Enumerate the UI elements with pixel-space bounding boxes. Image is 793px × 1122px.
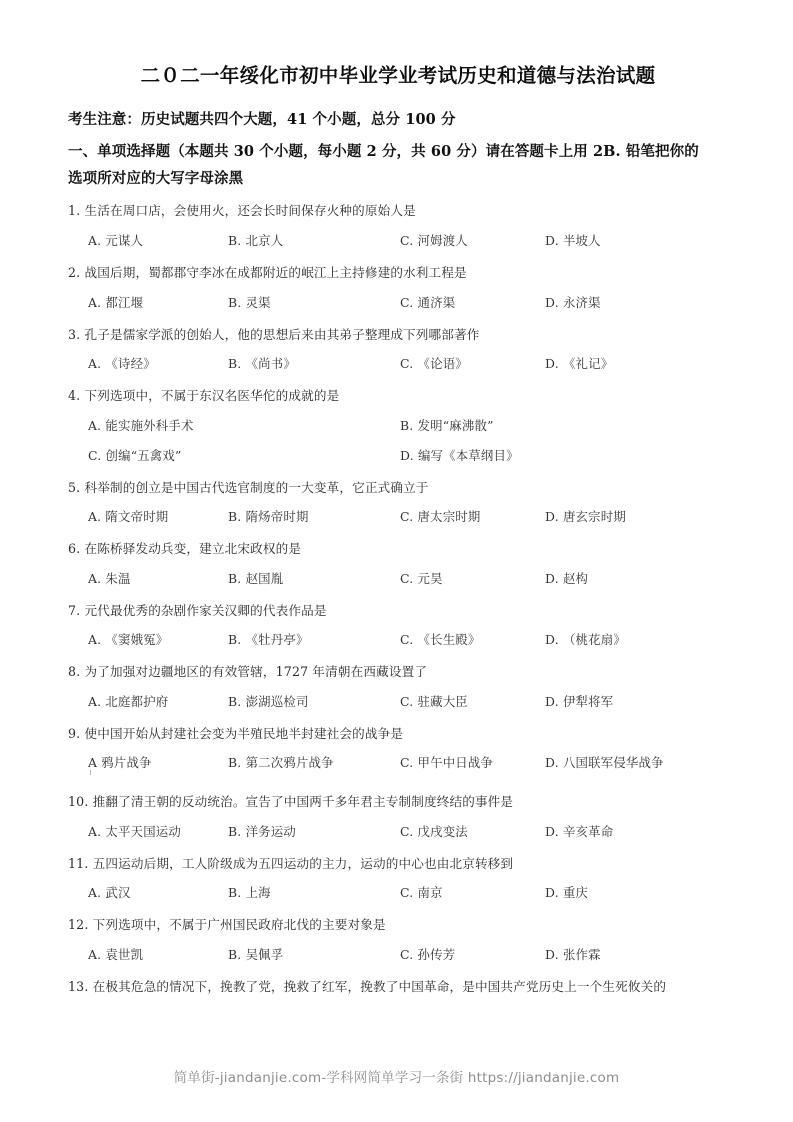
option-row xyxy=(68,884,728,903)
option-d[interactable]: D. 重庆 xyxy=(545,885,589,901)
option-c[interactable]: C. 元昊 xyxy=(400,570,443,586)
document-body xyxy=(68,60,728,1002)
question-stem: 3. 孔子是儒家学派的创始人，他的思想后来由其弟子整理成下列哪部著作 xyxy=(68,326,480,342)
question-8 xyxy=(68,662,728,712)
question-stem: 12. 下列选项中，不属于广州国民政府北伐的主要对象是 xyxy=(68,917,386,933)
option-b[interactable]: B. 洋务运动 xyxy=(228,823,296,839)
option-row xyxy=(68,570,728,589)
question-10 xyxy=(68,792,728,842)
option-d[interactable]: D. 编写《本草纲目》 xyxy=(400,447,519,463)
option-d[interactable]: D. 唐玄宗时期 xyxy=(545,509,626,525)
option-b[interactable]: B. 《尚书》 xyxy=(228,356,296,372)
option-d[interactable]: D. 半坡人 xyxy=(545,233,601,248)
question-stem: 8. 为了加强对边疆地区的有效管辖，1727 年清朝在西藏设置了 xyxy=(68,664,428,680)
option-d[interactable]: D. 伊犁将军 xyxy=(545,693,614,709)
option-c[interactable]: C. 《论语》 xyxy=(400,356,468,372)
option-row xyxy=(68,508,728,527)
option-c[interactable]: C. 甲午中日战争 xyxy=(400,755,494,771)
question-11 xyxy=(68,854,728,904)
question-stem: 2. 战国后期，蜀都郡守李冰在成都附近的岷江上主持修建的水利工程是 xyxy=(68,265,467,280)
option-row xyxy=(68,823,728,842)
option-d[interactable]: D. 赵构 xyxy=(545,570,589,586)
option-a[interactable]: A. 《诗经》 xyxy=(88,356,156,372)
question-7 xyxy=(68,601,728,651)
option-row xyxy=(68,232,728,251)
option-c[interactable]: C. 驻藏大臣 xyxy=(400,693,468,709)
option-row xyxy=(68,631,728,650)
question-stem: 6. 在陈桥驿发动兵变，建立北宋政权的是 xyxy=(68,541,302,557)
question-2 xyxy=(68,263,728,313)
option-b[interactable]: B. 灵渠 xyxy=(228,294,271,310)
question-6 xyxy=(68,539,728,589)
question-stem: 13. 在极其危急的情况下，挽教了党，挽救了红军，挽教了中国革命，是中国共产党历史上一个生死攸关的 xyxy=(68,978,667,994)
option-c[interactable]: C. 唐太宗时期 xyxy=(400,509,481,525)
section-heading-line2: 选项所对应的大写字母涂黑 xyxy=(68,170,244,188)
option-c[interactable]: C. 《长生殿》 xyxy=(400,632,481,648)
option-b[interactable]: B. 发明“麻沸散” xyxy=(400,417,494,433)
option-a[interactable]: A. 隋文帝时期 xyxy=(88,509,169,525)
option-c[interactable]: C. 孙传芳 xyxy=(400,946,456,962)
question-stem: 9. 使中国开始从封建社会变为半殖民地半封建社会的战争是 xyxy=(68,725,404,741)
candidate-notice: 考生注意：历史试题共四个大题，41 个小题，总分 100 分 xyxy=(68,111,456,128)
question-stem: 5. 科举制的创立是中国古代选官制度的一大变革，它正式确立于 xyxy=(68,479,429,495)
question-stem: 10. 推翻了清王朝的反动统治。宣告了中国两千多年君主专制制度终结的事件是 xyxy=(68,794,514,810)
section-heading-line1: 一、单项选择题（本题共 30 个小题，每小题 2 分，共 60 分）请在答题卡上用 2B. 铅笔把你的 xyxy=(68,143,699,160)
option-a[interactable]: A. 能实施外科手术 xyxy=(88,417,194,433)
option-b[interactable]: B. 吴佩孚 xyxy=(228,946,284,962)
question-12 xyxy=(68,915,728,965)
option-d[interactable]: D. （桃花扇》 xyxy=(545,632,626,648)
page-title: 二０二一年绥化市初中毕业学业考试历史和道德与法治试题 xyxy=(140,64,656,87)
option-b[interactable]: B. 北京人 xyxy=(228,233,284,248)
question-5 xyxy=(68,478,728,528)
option-c[interactable]: C. 通济渠 xyxy=(400,294,456,310)
option-a[interactable]: A. 《窦娥冤》 xyxy=(88,632,169,648)
option-b[interactable]: B. 上海 xyxy=(228,885,271,901)
option-grid xyxy=(68,417,728,466)
option-d[interactable]: D. 永济渠 xyxy=(545,294,601,310)
option-row xyxy=(68,693,728,712)
option-b[interactable]: B. 隋炀帝时期 xyxy=(228,509,309,525)
option-row xyxy=(68,754,728,780)
question-stem: 7. 元代最优秀的杂剧作家关汉卿的代表作品是 xyxy=(68,602,327,618)
option-c[interactable]: C. 创编“五禽戏” xyxy=(88,447,182,463)
option-row xyxy=(68,946,728,965)
option-b[interactable]: B. 赵国胤 xyxy=(228,570,284,586)
question-stem: 11. 五四运动后期，工人阶级成为五四运动的主力，运动的中心也由北京转移到 xyxy=(68,855,514,871)
question-4 xyxy=(68,386,728,466)
option-row xyxy=(68,355,728,374)
option-b[interactable]: B. 《牡丹亭》 xyxy=(228,632,309,648)
option-a[interactable]: A. 武汉 xyxy=(88,885,131,901)
option-a[interactable]: A. 都江堰 xyxy=(88,294,144,310)
option-c[interactable]: C. 南京 xyxy=(400,885,443,901)
option-b[interactable]: B. 第二次鸦片战争 xyxy=(228,755,334,771)
option-c[interactable]: C. 戊戌变法 xyxy=(400,823,468,839)
option-c[interactable]: C. 河姆渡人 xyxy=(400,233,468,248)
option-d[interactable]: D. 八国联军侵华战争 xyxy=(545,755,664,771)
option-a[interactable]: A. 北庭都护府 xyxy=(88,693,169,709)
option-a[interactable]: A 鸦片战争 xyxy=(88,755,152,771)
option-a[interactable]: A. 元谋人 xyxy=(88,233,144,248)
option-a[interactable]: A. 朱温 xyxy=(88,570,131,586)
question-13 xyxy=(68,977,728,997)
option-row xyxy=(68,447,728,466)
option-d[interactable]: D. 张作霖 xyxy=(545,946,601,962)
option-d[interactable]: D. 《礼记》 xyxy=(545,356,614,372)
footer-watermark: 简单街-jiandanjie.com-学科网简单学习一条街 https://jiandanjie.com xyxy=(173,1070,620,1086)
option-row xyxy=(68,294,728,313)
question-1 xyxy=(68,201,728,251)
option-b[interactable]: B. 澎湖巡检司 xyxy=(228,693,309,709)
option-a[interactable]: A. 袁世凯 xyxy=(88,946,144,962)
option-a[interactable]: A. 太平天国运动 xyxy=(88,823,181,839)
option-d[interactable]: D. 辛亥革命 xyxy=(545,823,614,839)
scan-artifact xyxy=(90,770,91,775)
question-stem: 1. 生活在周口店，会使用火，还会长时间保存火种的原始人是 xyxy=(68,203,416,219)
option-row xyxy=(68,417,728,436)
question-9 xyxy=(68,724,728,781)
question-3 xyxy=(68,325,728,375)
question-stem: 4. 下列选项中，不属于东汉名医华佗的成就的是 xyxy=(68,388,340,404)
